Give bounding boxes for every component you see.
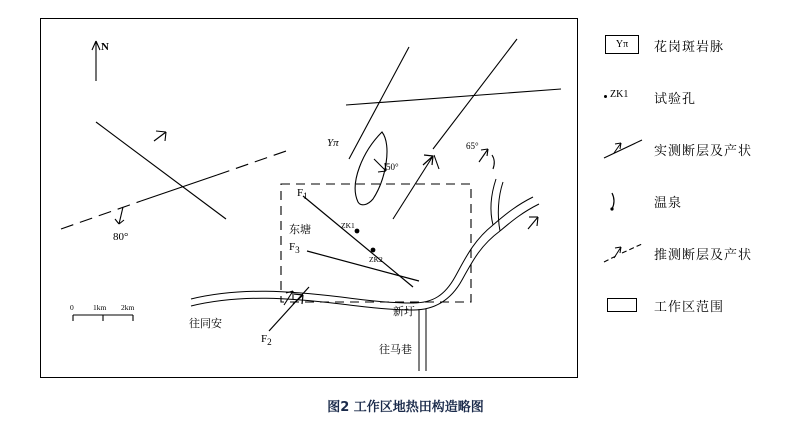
inferred-fault-symbol (600, 240, 646, 266)
map-linework (41, 19, 577, 377)
measured-fault-icon (600, 136, 646, 162)
granite-porphyry-vein-shape (355, 132, 387, 205)
measured-fault-symbol (600, 136, 646, 162)
scale-tick-0: 0 (70, 303, 74, 312)
borehole-zk1-label: ZK1 (341, 221, 355, 230)
dip-50-label: 50° (386, 162, 399, 172)
granite-porphyry-symbol-text: Yπ (615, 39, 629, 50)
legend-item-hotspring (600, 186, 795, 216)
granite-porphyry-vein-label: Yπ (327, 137, 339, 149)
fault-f2-label (261, 333, 272, 347)
fault-f1-letter: F (297, 187, 304, 199)
legend-label-hotspring: 温泉 (654, 195, 683, 211)
fault-ne-right (433, 39, 517, 149)
fault-ne-upper-left (96, 122, 226, 219)
legend-label-granite-porphyry: 花岗斑岩脉 (654, 39, 725, 55)
fault-nw-dashed (61, 150, 289, 229)
dip-symbol-50 (374, 159, 386, 172)
stream-arrow (284, 291, 293, 305)
legend-item-work-area (600, 290, 795, 320)
fault-top-ene (346, 89, 561, 105)
granite-porphyry-symbol (600, 32, 646, 58)
dip-symbol-65 (479, 149, 488, 162)
fault-f1-label (297, 187, 308, 201)
north-arrow-icon (92, 41, 100, 81)
fault-main-ne (349, 47, 409, 159)
legend (600, 30, 795, 340)
fault-f2-sub: 2 (267, 337, 272, 348)
borehole-zk1-point (355, 229, 360, 234)
place-xinya-label: 新圩 (393, 305, 415, 318)
scale-tick-1: 1km (93, 303, 107, 312)
borehole-zk2-label: ZK2 (369, 255, 383, 264)
place-dongtang-label: 东塘 (289, 223, 311, 236)
hotspring-symbol-map (492, 155, 494, 169)
legend-item-measured-fault (600, 134, 795, 164)
hotspring-symbol (600, 188, 646, 214)
legend-item-inferred-fault (600, 238, 795, 268)
map-panel (40, 18, 578, 378)
figure-caption: 图2 工作区地热田构造略图 (327, 400, 484, 415)
fault-f3-line (307, 251, 419, 281)
scale-tick-2: 2km (121, 303, 135, 312)
legend-label-borehole: 试验孔 (654, 91, 697, 107)
place-wang-maxiang-label: 往马巷 (379, 343, 412, 356)
dip-80-label: 80° (113, 231, 129, 243)
fault-f3-label (289, 241, 300, 255)
fault-f1-sub: 1 (303, 191, 308, 202)
dip-arrow-right (528, 217, 538, 229)
fault-f3-letter: F (289, 241, 296, 253)
legend-item-granite-porphyry (600, 30, 795, 60)
work-area-symbol (600, 292, 646, 318)
legend-label-measured-fault: 实测断层及产状 (654, 143, 753, 159)
fault-f2-letter: F (261, 333, 268, 345)
north-label: N (101, 41, 109, 53)
hotspring-icon (600, 188, 646, 214)
place-wang-tongan-label: 往同安 (189, 317, 222, 330)
dip-arrow-mid (434, 155, 439, 169)
legend-item-borehole (600, 82, 795, 112)
legend-label-work-area: 工作区范围 (654, 299, 725, 315)
borehole-symbol-text: ZK1 (610, 89, 629, 100)
scale-bar (73, 315, 133, 321)
borehole-symbol (600, 84, 646, 110)
borehole-zk2-point (371, 248, 376, 253)
legend-label-inferred-fault: 推测断层及产状 (654, 247, 753, 263)
dip-65-label: 65° (466, 141, 479, 151)
river-network (191, 179, 539, 371)
inferred-fault-icon (600, 240, 646, 266)
fault-f3-sub: 3 (295, 245, 300, 256)
